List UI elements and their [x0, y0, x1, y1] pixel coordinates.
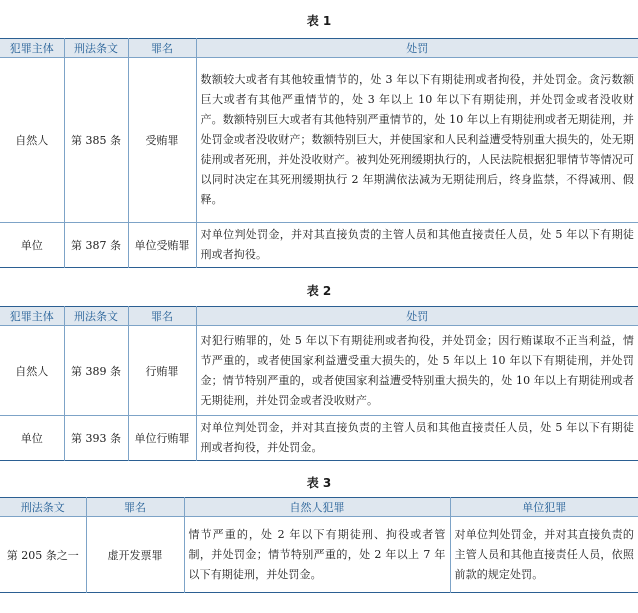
cell-penalty: 数额较大或者有其他较重情节的，处 3 年以下有期徒刑或者拘役，并处罚金。贪污数额巨大或者有其他严重情节的，处 3 年以上 10 年以下有期徒刑，并处罚金或者没收财产。数额特别巨大或者有其他特别严重情节的，处 10 年以上有期徒刑或者无期徒刑，并处罚金或者没收财产；数额特别巨大，并使国家和人民利益遭受特别重大损失的，处无期徒刑或者死刑，并处没收财产。被判处死刑缓期执行的，人民法院根据犯罪情节等情况可以同时决定在其死刑缓期执行 2 年期满依法减为无期徒刑后，终身监禁，不得减刑、假释。 [196, 58, 638, 223]
header-penalty: 处罚 [196, 39, 638, 58]
table-row [0, 326, 638, 416]
cell-natural-person-penalty: 情节严重的，处 2 年以下有期徒刑、拘役或者管制，并处罚金；情节特别严重的，处 2 年以上 7 年以下有期徒刑，并处罚金。 [184, 517, 450, 593]
table3 [0, 497, 638, 593]
cell-unit-penalty: 对单位判处罚金，并对其直接负责的主管人员和其他直接责任人员，依照前款的规定处罚。 [450, 517, 638, 593]
cell-article: 第 393 条 [64, 416, 128, 461]
table1 [0, 38, 638, 268]
header-crime: 罪名 [86, 498, 184, 517]
cell-subject: 单位 [20, 432, 43, 445]
header-subject: 犯罪主体 [0, 307, 64, 326]
table3-caption: 表 3 [306, 476, 332, 490]
header-article: 刑法条文 [64, 307, 128, 326]
cell-subject: 单位 [20, 239, 43, 252]
table-row [0, 58, 638, 223]
header-penalty: 处罚 [196, 307, 638, 326]
table-row [0, 517, 638, 593]
cell-article: 第 387 条 [64, 223, 128, 268]
header-natural-person-crime: 自然人犯罪 [184, 498, 450, 517]
cell-crime: 单位行贿罪 [128, 416, 196, 461]
table-row [0, 223, 638, 268]
table2-caption: 表 2 [306, 284, 332, 298]
header-article: 刑法条文 [0, 498, 86, 517]
cell-article: 第 385 条 [64, 58, 128, 223]
cell-crime: 行贿罪 [128, 326, 196, 416]
cell-crime: 受贿罪 [128, 58, 196, 223]
header-unit-crime: 单位犯罪 [450, 498, 638, 517]
cell-article: 第 389 条 [64, 326, 128, 416]
cell-penalty: 对犯行贿罪的，处 5 年以下有期徒刑或者拘役，并处罚金；因行贿谋取不正当利益，情节严重的，或者使国家利益遭受重大损失的，处 5 年以上 10 年以下有期徒刑，并处罚金；情节特别严重的，或者使国家利益遭受特别重大损失的，处 10 年以上有期徒刑或者无期徒刑，并处罚金或者没收财产。 [196, 326, 638, 416]
cell-penalty: 对单位判处罚金，并对其直接负责的主管人员和其他直接责任人员，处 5 年以下有期徒刑或者拘役，并处罚金。 [196, 416, 638, 461]
cell-crime: 虚开发票罪 [86, 517, 184, 593]
header-article: 刑法条文 [64, 39, 128, 58]
header-crime: 罪名 [128, 307, 196, 326]
header-crime: 罪名 [128, 39, 196, 58]
table2 [0, 306, 638, 461]
cell-subject: 自然人 [15, 364, 49, 378]
cell-crime: 单位受贿罪 [128, 223, 196, 268]
cell-article: 第 205 条之一 [6, 548, 79, 562]
table-row [0, 416, 638, 461]
header-subject: 犯罪主体 [0, 39, 64, 58]
cell-penalty: 对单位判处罚金，并对其直接负责的主管人员和其他直接责任人员，处 5 年以下有期徒刑或者拘役。 [196, 223, 638, 268]
cell-subject: 自然人 [15, 134, 49, 147]
table1-caption: 表 1 [306, 14, 332, 28]
